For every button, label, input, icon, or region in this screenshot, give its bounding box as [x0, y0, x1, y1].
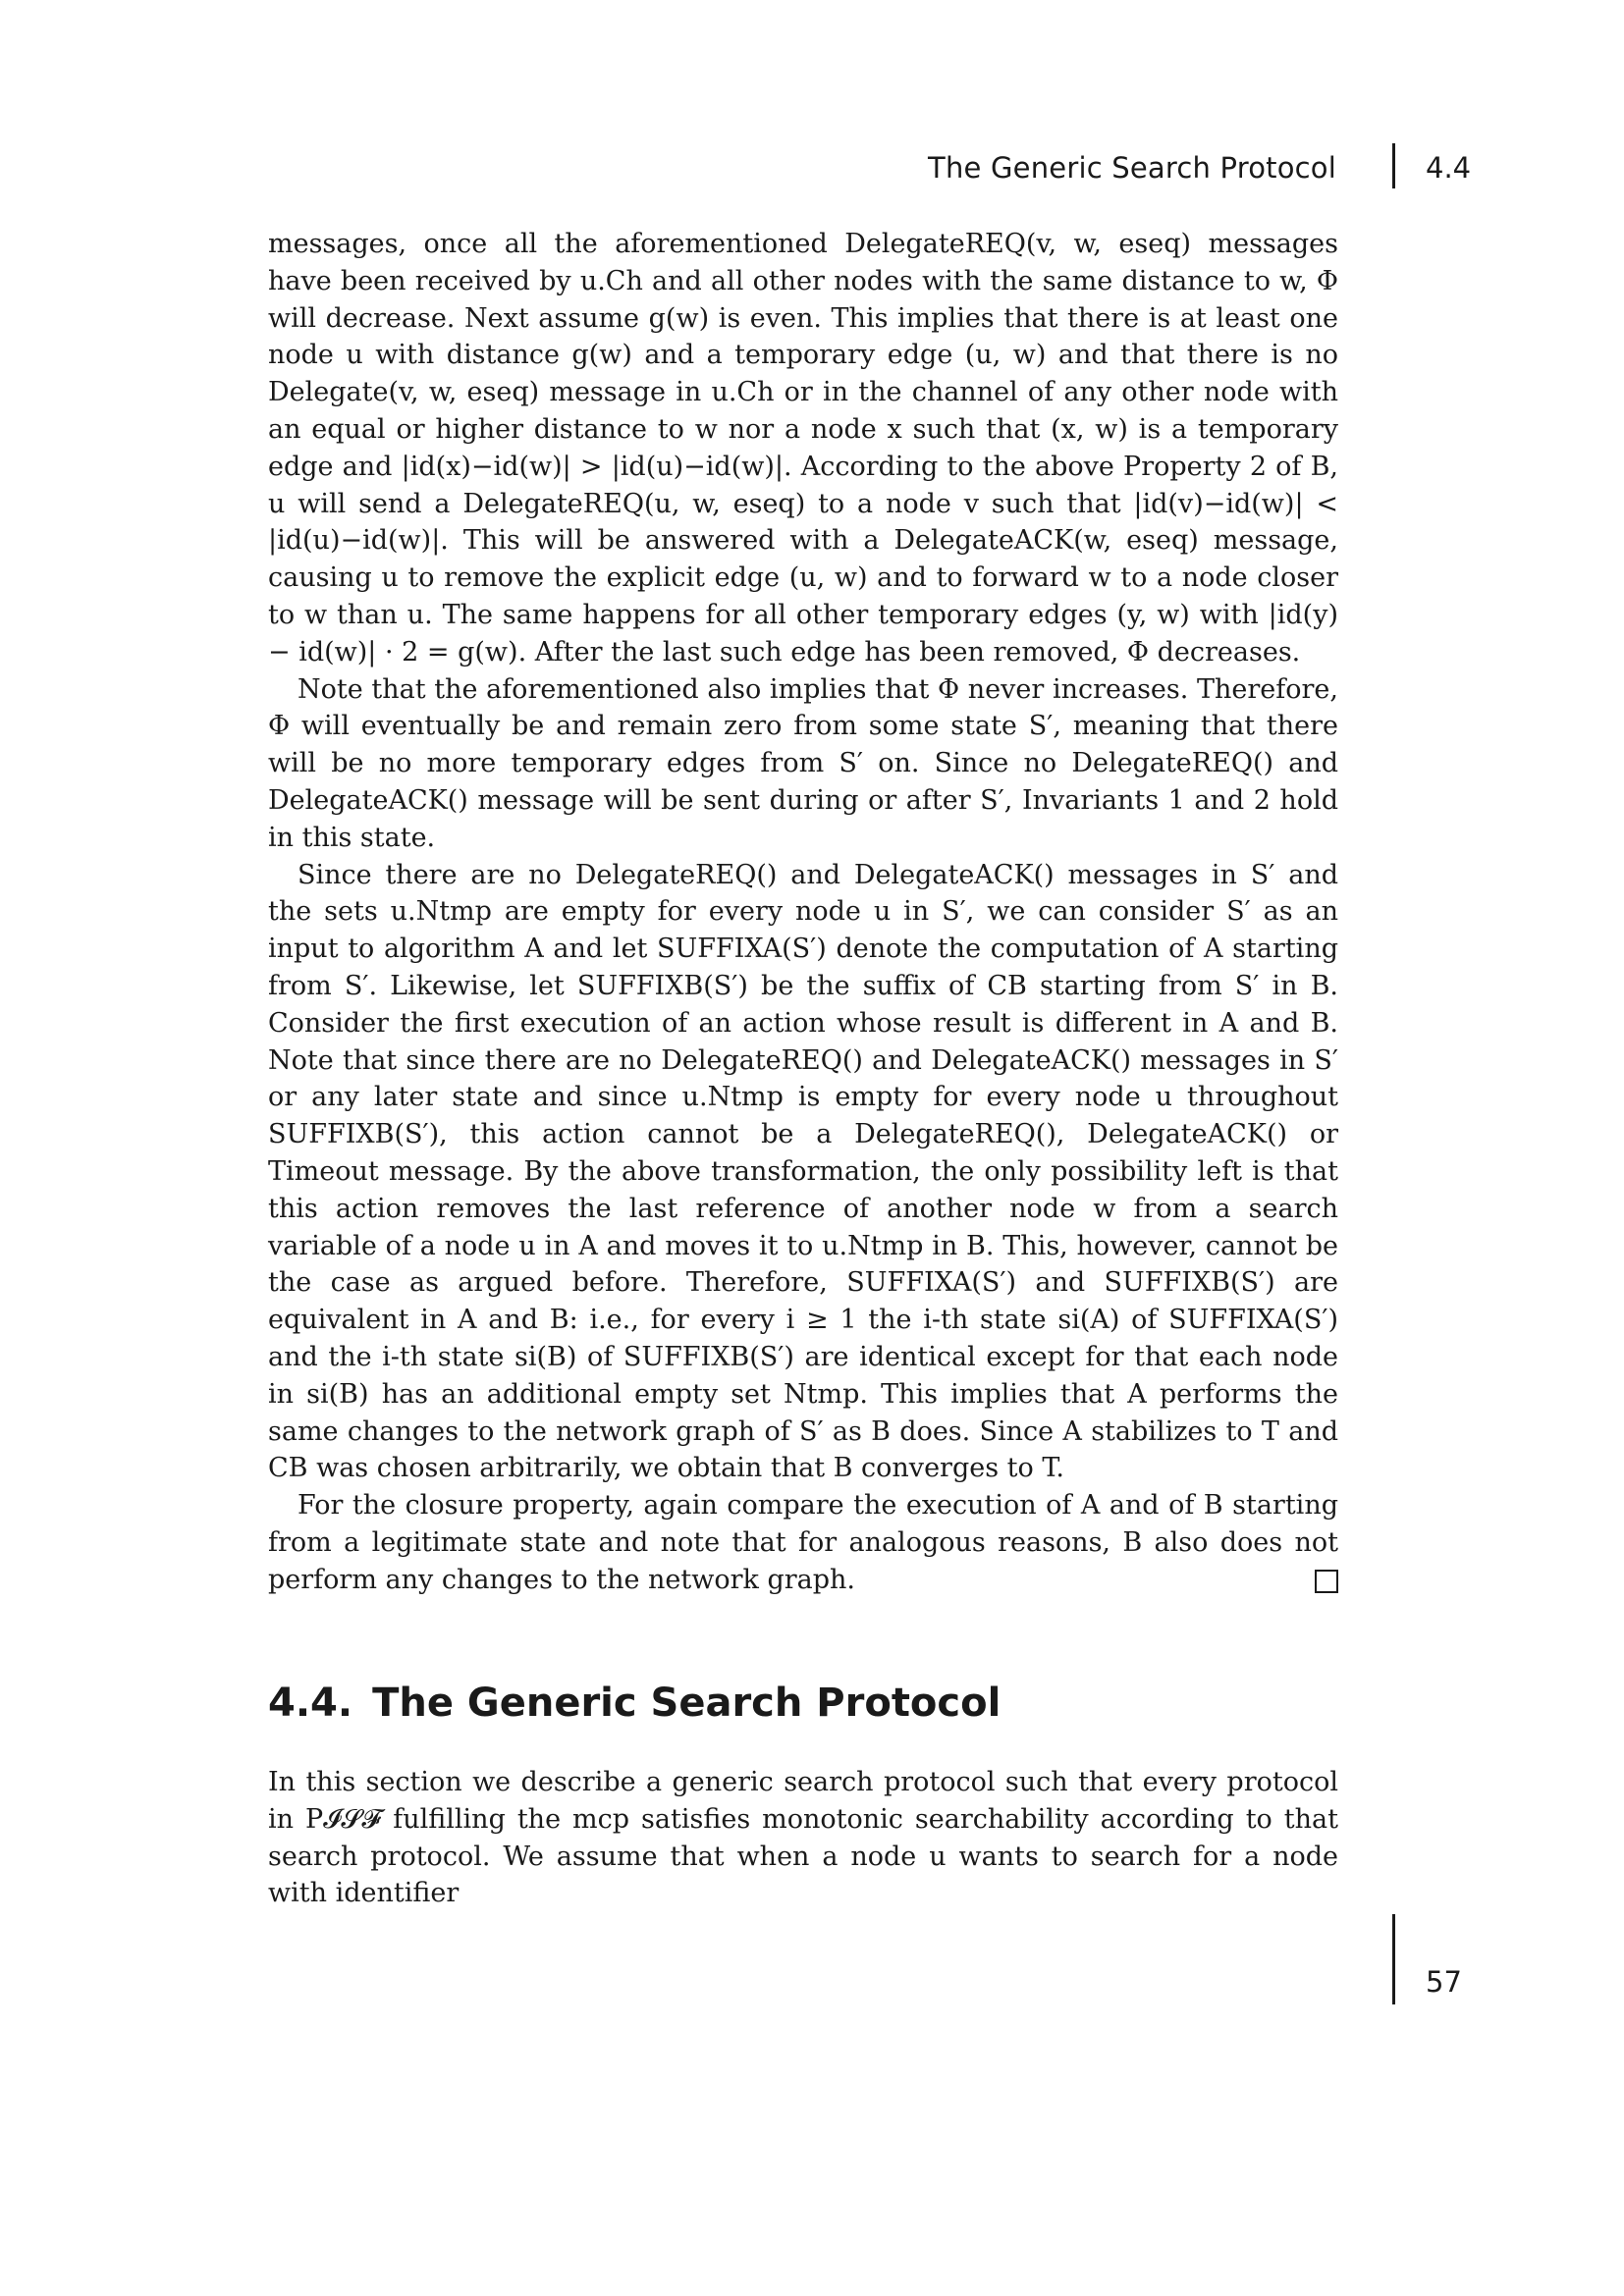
section-title: The Generic Search Protocol [372, 1681, 1001, 1726]
footer-divider [1392, 1914, 1395, 2004]
paragraph-2: Note that the aforementioned also implies that Φ never increases. Therefore, Φ will eventually be and remain zero from some state S′, meaning that there will be no more temporary edges from S′ on. Since no DelegateREQ() and DelegateACK() message will be sent during or after S′, Invariants 1 and 2 hold in this state. [268, 673, 1338, 853]
section-intro [268, 1764, 1338, 1912]
section-number: 4.4. [268, 1681, 353, 1726]
paragraph-3: Since there are no DelegateREQ() and DelegateACK() messages in S′ and the sets u.Ntmp are empty for every node u in S′, we can consider S′ as an input to algorithm A and let SUFFIXA(S′) denote the computation of A starting from S′. Likewise, let SUFFIXB(S′) be the suffix of CB starting from S′ in B. Consider the first execution of an action whose result is different in A and B. Note that since there are no DelegateREQ() and DelegateACK() messages in S′ or any later state and since u.Ntmp is empty for every node u throughout SUFFIXB(S′), this action cannot be a DelegateREQ(), DelegateACK() or Timeout message. By the above transformation, the only possibility left is that this action removes the last reference of another node w from a search variable of a node u in A and moves it to u.Ntmp in B. This, however, cannot be the case as argued before. Therefore, SUFFIXA(S′) and SUFFIXB(S′) are equivalent in A and B: i.e., for every i ≥ 1 the i-th state si(A) of SUFFIXA(S′) and the i-th state si(B) of SUFFIXB(S′) are identical except for that each node in si(B) has an additional empty set Ntmp. This implies that A performs the same changes to the network graph of S′ as B does. Since A stabilizes to T and CB was chosen arbitrarily, we obtain that B converges to T. [268, 859, 1338, 1484]
proof-text [268, 226, 1338, 1598]
page-number: 57 [1426, 1965, 1462, 1999]
section-heading [268, 1681, 1001, 1726]
qed-symbol [1315, 1570, 1338, 1593]
running-title: The Generic Search Protocol [928, 151, 1336, 185]
header-section-number: 4.4 [1426, 151, 1472, 185]
running-header [0, 137, 1624, 196]
paragraph-1: messages, once all the aforementioned DelegateREQ(v, w, eseq) messages have been received by u.Ch and all other nodes with the same distance to w, Φ will decrease. Next assume g(w) is even. This implies that there is at least one node u with distance g(w) and a temporary edge (u, w) and that there is no Delegate(v, w, eseq) message in u.Ch or in the channel of any other node with an equal or higher distance to w nor a node x such that (x, w) is a temporary edge and |id(x)−id(w)| > |id(u)−id(w)|. According to the above Property 2 of B, u will send a DelegateREQ(u, w, eseq) to a node v such that |id(v)−id(w)| < |id(u)−id(w)|. This will be answered with a DelegateACK(w, eseq) message, causing u to remove the explicit edge (u, w) and to forward w to a node closer to w than u. The same happens for all other temporary edges (y, w) with |id(y) − id(w)| · 2 = g(w). After the last such edge has been removed, Φ decreases. [268, 229, 1338, 667]
section-intro-paragraph: In this section we describe a generic search protocol such that every protocol in P𝓘𝓢𝓕 fulfilling the mcp satisfies monotonic searchability according to that search protocol. We assume that when a node u wants to search for a node with identifier [268, 1767, 1338, 1909]
paragraph-4-text: For the closure property, again compare the execution of A and of B starting from a legitimate state and note that for analogous reasons, B also does not perform any changes to the network graph. [268, 1490, 1338, 1595]
paragraph-4 [268, 1487, 1338, 1598]
header-divider [1392, 143, 1395, 188]
